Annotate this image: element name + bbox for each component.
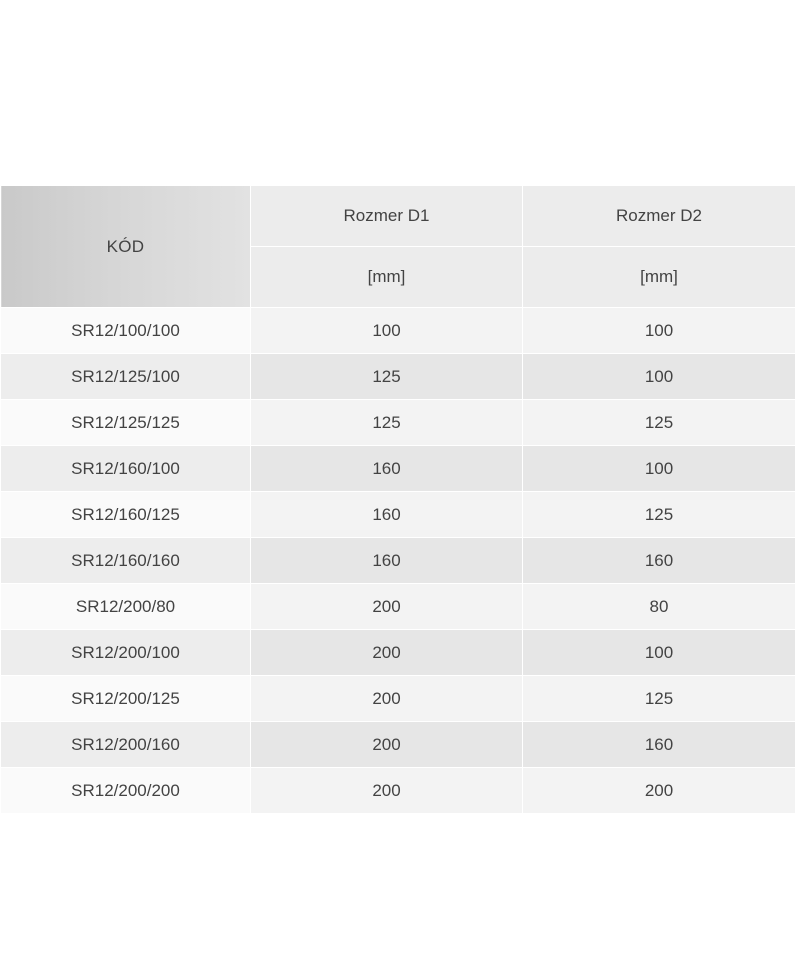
cell-d1: 125 — [251, 354, 523, 400]
cell-d2: 160 — [523, 722, 796, 768]
cell-d2: 125 — [523, 400, 796, 446]
cell-d1: 160 — [251, 446, 523, 492]
cell-d2: 200 — [523, 768, 796, 814]
cell-code: SR12/100/100 — [1, 308, 251, 354]
cell-code: SR12/160/100 — [1, 446, 251, 492]
cell-code: SR12/160/125 — [1, 492, 251, 538]
table-row — [1, 722, 796, 768]
table-row — [1, 492, 796, 538]
cell-d2: 100 — [523, 308, 796, 354]
column-header-d2: Rozmer D2 — [523, 186, 796, 247]
table-row — [1, 538, 796, 584]
cell-d1: 160 — [251, 538, 523, 584]
cell-d1: 200 — [251, 722, 523, 768]
table-row — [1, 768, 796, 814]
table-row — [1, 400, 796, 446]
table-row — [1, 446, 796, 492]
cell-code: SR12/200/125 — [1, 676, 251, 722]
table-header-row-primary — [1, 186, 796, 247]
specification-table-container — [0, 185, 795, 814]
cell-d2: 160 — [523, 538, 796, 584]
table-row — [1, 630, 796, 676]
cell-d2: 100 — [523, 630, 796, 676]
cell-code: SR12/160/160 — [1, 538, 251, 584]
cell-d1: 160 — [251, 492, 523, 538]
column-unit-d1: [mm] — [251, 247, 523, 308]
cell-d2: 125 — [523, 492, 796, 538]
cell-code: SR12/200/80 — [1, 584, 251, 630]
cell-code: SR12/200/100 — [1, 630, 251, 676]
column-unit-d2: [mm] — [523, 247, 796, 308]
table-header — [1, 186, 796, 308]
cell-d2: 125 — [523, 676, 796, 722]
cell-code: SR12/125/100 — [1, 354, 251, 400]
cell-d1: 100 — [251, 308, 523, 354]
cell-d1: 125 — [251, 400, 523, 446]
cell-d2: 100 — [523, 446, 796, 492]
cell-code: SR12/200/160 — [1, 722, 251, 768]
cell-d1: 200 — [251, 630, 523, 676]
table-body — [1, 308, 796, 814]
cell-d1: 200 — [251, 584, 523, 630]
cell-code: SR12/125/125 — [1, 400, 251, 446]
cell-d1: 200 — [251, 768, 523, 814]
column-header-d1: Rozmer D1 — [251, 186, 523, 247]
column-header-code: KÓD — [1, 186, 251, 308]
cell-d1: 200 — [251, 676, 523, 722]
cell-d2: 100 — [523, 354, 796, 400]
specification-table — [0, 185, 796, 814]
table-row — [1, 308, 796, 354]
table-row — [1, 676, 796, 722]
cell-d2: 80 — [523, 584, 796, 630]
table-row — [1, 584, 796, 630]
cell-code: SR12/200/200 — [1, 768, 251, 814]
table-row — [1, 354, 796, 400]
